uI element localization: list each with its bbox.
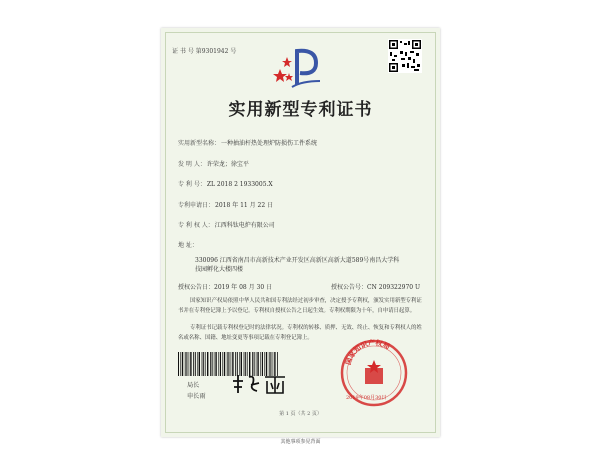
field-label: 专 利 权 人： [178,222,214,229]
barcode-bar [203,352,204,376]
field-value: 江西科钛电炉有限公司 [214,222,275,229]
certificate-number: 证 书 号 第9301942 号 [172,48,237,55]
barcode-bar [222,352,223,376]
barcode-bar [202,352,203,376]
barcode-bar [224,352,225,376]
barcode-bar [218,352,219,376]
svg-text:国家知识产权局: 国家知识产权局 [344,338,392,366]
barcode-bar [189,352,190,376]
barcode-bar [186,352,187,376]
director-signature [229,371,289,397]
barcode-bar [210,352,211,376]
barcode-bar [214,352,215,376]
director-label: 局长 [187,382,200,389]
field-value: ZL 2018 2 1933005.X [206,181,273,188]
barcode-bar [197,352,198,376]
cnipa-logo-icon [272,43,326,89]
field-inventor [178,159,249,168]
field-patentee [178,220,275,229]
certificate-title: 实用新型专利证书 [228,100,373,120]
field-label: 专利申请日： [178,202,215,209]
barcode-bar [220,352,221,376]
barcode-bar [193,352,194,376]
barcode-bar [180,352,181,376]
barcode-bar [227,352,228,376]
barcode-bar [212,352,213,376]
field-value: 许荣龙；徐宝平 [206,161,249,168]
barcode-bar [199,352,200,376]
field-utility-name [178,138,317,147]
field-label: 专 利 号： [178,181,206,188]
paragraph-legal-status: 专利证书记载专利权登记时的法律状况。专利权的转移、质押、无效、终止、恢复和专利权人的姓名或名称、国籍、地址变更等事项记载在专利登记簿上。 [178,325,422,341]
field-patent-number [178,179,273,188]
barcode-bar [182,352,183,376]
field-label: 发 明 人： [178,161,206,168]
field-application-date [178,200,273,209]
field-address [178,240,199,249]
barcode-bar [195,352,196,376]
qr-code-icon [388,39,422,73]
field-label: 地 址： [178,242,198,249]
publish-date: 授权公告日：2019 年 08 月 30 日 [178,284,273,291]
barcode-bar [185,352,186,376]
barcode-bar [178,352,179,376]
field-value: 2018 年 11 月 22 日 [215,202,274,209]
seal-date: 2019年08月30日 [346,395,387,401]
address-text: 330096 江西省南昌市高新技术产业开发区高新区高新大道589号南昌大学科技园孵化大楼四楼 [195,257,400,273]
publication-number: 授权公告号：CN 209322970 U [331,284,421,291]
field-label: 实用新型名称： [178,140,221,147]
barcode-bar [207,352,208,376]
field-value: 一种抽油杆热处理炉防损伤工件系统 [221,140,318,147]
page-number: 第 1 页（共 2 页） [279,411,322,417]
paragraph-grant: 国家知识产权局依照中华人民共和国专利法经过初步审查，决定授予专利权，颁发实用新型专利证书并在专利登记簿上予以登记。专利权自授权公告之日起生效。专利权期限为十年，自申请日起算。 [178,298,422,314]
footer-note: 其他事项参见背面 [280,439,321,445]
barcode-bar [215,352,216,376]
barcode-bar [205,352,206,376]
patent-certificate [161,28,440,437]
barcode-bar [190,352,191,376]
director-name: 申长雨 [187,393,206,400]
